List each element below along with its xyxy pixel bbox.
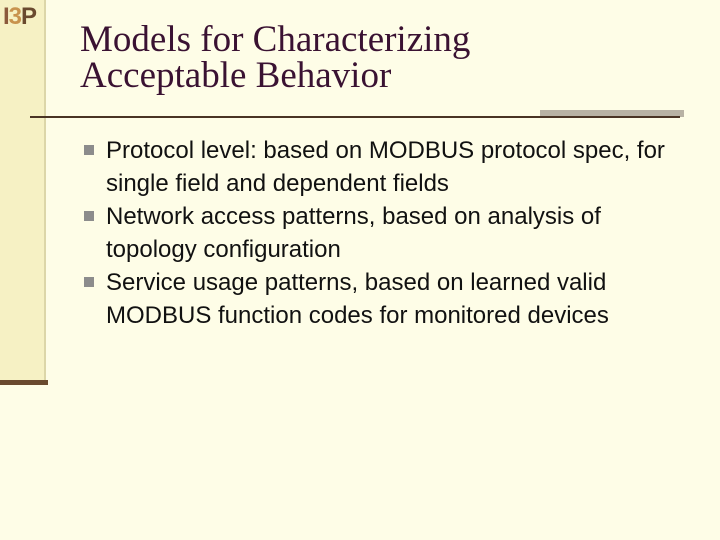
- list-item: [84, 134, 694, 200]
- bullet-text: Service usage patterns, based on learned valid MODBUS function codes for monitored devices: [106, 269, 609, 329]
- logo-letter-i: I: [3, 3, 9, 30]
- title-underline: [30, 116, 680, 118]
- square-bullet-icon: [84, 277, 94, 287]
- square-bullet-icon: [84, 211, 94, 221]
- logo-digit-3: 3: [8, 3, 22, 30]
- bullet-text: Protocol level: based on MODBUS protocol spec, for single field and dependent fields: [106, 137, 665, 197]
- bullet-text: Network access patterns, based on analysis of topology configuration: [106, 203, 601, 263]
- i3p-logo: [3, 4, 47, 30]
- slide-title-line-1: Models for Characterizing: [80, 19, 471, 60]
- slide-title: [80, 19, 680, 96]
- sidebar-band: [0, 0, 46, 384]
- slide-title-line-2: Acceptable Behavior: [80, 55, 392, 96]
- bullet-list: [84, 134, 694, 332]
- list-item: [84, 266, 694, 332]
- square-bullet-icon: [84, 145, 94, 155]
- sidebar-foot-bar: [0, 380, 48, 385]
- logo-letter-p: P: [21, 3, 37, 30]
- list-item: [84, 200, 694, 266]
